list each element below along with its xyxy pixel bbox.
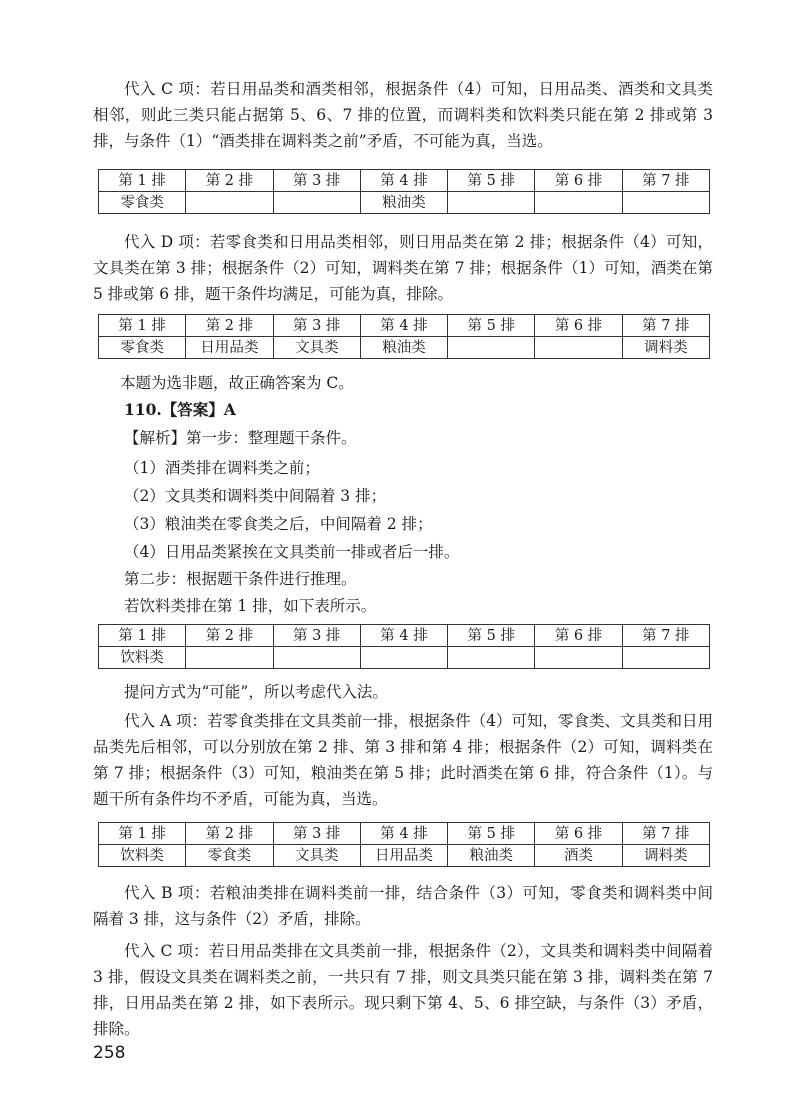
table-cell: 饮料类 bbox=[99, 647, 186, 669]
condition-3: （3）粮油类在零食类之后，中间隔着 2 排； bbox=[124, 515, 433, 533]
header-cell: 第 4 排 bbox=[360, 170, 447, 192]
method-text: 提问方式为“可能”，所以考虑代入法。 bbox=[124, 683, 388, 701]
table-cell bbox=[273, 647, 360, 669]
table-cell bbox=[448, 192, 535, 214]
header-cell: 第 4 排 bbox=[360, 823, 447, 845]
table-cell: 调料类 bbox=[622, 845, 709, 867]
table-option-d bbox=[98, 314, 710, 359]
answer-summary: 本题为选非题，故正确答案为 C。 bbox=[120, 374, 354, 392]
header-cell: 第 1 排 bbox=[99, 170, 186, 192]
table-cell: 粮油类 bbox=[448, 845, 535, 867]
table-cell bbox=[535, 647, 622, 669]
table-cell: 零食类 bbox=[99, 192, 186, 214]
table-cell bbox=[535, 192, 622, 214]
header-cell: 第 7 排 bbox=[622, 315, 709, 337]
header-cell: 第 4 排 bbox=[360, 315, 447, 337]
header-cell: 第 6 排 bbox=[535, 170, 622, 192]
condition-1: （1）酒类排在调料类之前； bbox=[124, 459, 320, 477]
header-cell: 第 7 排 bbox=[622, 170, 709, 192]
table-cell: 饮料类 bbox=[99, 845, 186, 867]
header-cell: 第 5 排 bbox=[448, 315, 535, 337]
table-cell bbox=[448, 337, 535, 359]
analysis-step-one: 【解析】第一步：整理题干条件。 bbox=[124, 429, 357, 447]
table-option-a bbox=[98, 822, 710, 867]
table-header-row bbox=[99, 315, 710, 337]
table-cell: 文具类 bbox=[273, 845, 360, 867]
table-option-c bbox=[98, 169, 710, 214]
header-cell: 第 2 排 bbox=[186, 625, 273, 647]
table-cell: 零食类 bbox=[186, 845, 273, 867]
page-number: 258 bbox=[93, 1043, 126, 1063]
header-cell: 第 4 排 bbox=[360, 625, 447, 647]
table-header-row bbox=[99, 823, 710, 845]
table-cell bbox=[622, 192, 709, 214]
header-cell: 第 1 排 bbox=[99, 823, 186, 845]
assumption-text: 若饮料类排在第 1 排，如下表所示。 bbox=[124, 597, 377, 615]
header-cell: 第 6 排 bbox=[535, 823, 622, 845]
table-cell bbox=[273, 192, 360, 214]
paragraph-option-c-first: 代入 C 项：若日用品类和酒类相邻，根据条件（4）可知，日用品类、酒类和文具类相邻，则此三类只能占据第 5、6、7 排的位置，而调料类和饮料类只能在第 2 排或第 3 排，与条件（1）“酒类排在调料类之前”矛盾，不可能为真，当选。 bbox=[93, 80, 713, 150]
table-cell bbox=[360, 647, 447, 669]
table-cell bbox=[186, 647, 273, 669]
header-cell: 第 7 排 bbox=[622, 823, 709, 845]
paragraph-option-b: 代入 B 项：若粮油类排在调料类前一排，结合条件（3）可知，零食类和调料类中间隔着 3 排，这与条件（2）矛盾，排除。 bbox=[93, 884, 713, 928]
table-assumption bbox=[98, 624, 710, 669]
table-cell: 酒类 bbox=[535, 845, 622, 867]
table-cell: 粮油类 bbox=[360, 192, 447, 214]
table-cell: 文具类 bbox=[273, 337, 360, 359]
header-cell: 第 6 排 bbox=[535, 625, 622, 647]
header-cell: 第 3 排 bbox=[273, 823, 360, 845]
table-cell bbox=[186, 192, 273, 214]
header-cell: 第 7 排 bbox=[622, 625, 709, 647]
condition-2: （2）文具类和调料类中间隔着 3 排； bbox=[124, 487, 387, 505]
table-row bbox=[99, 845, 710, 867]
table-cell bbox=[622, 647, 709, 669]
header-cell: 第 2 排 bbox=[186, 170, 273, 192]
table-header-row bbox=[99, 170, 710, 192]
table-cell: 粮油类 bbox=[360, 337, 447, 359]
table-cell: 日用品类 bbox=[360, 845, 447, 867]
header-cell: 第 3 排 bbox=[273, 625, 360, 647]
header-cell: 第 1 排 bbox=[99, 625, 186, 647]
analysis-step-two: 第二步：根据题干条件进行推理。 bbox=[124, 570, 357, 588]
header-cell: 第 5 排 bbox=[448, 823, 535, 845]
table-cell bbox=[535, 337, 622, 359]
header-cell: 第 5 排 bbox=[448, 170, 535, 192]
table-row bbox=[99, 192, 710, 214]
condition-4: （4）日用品类紧挨在文具类前一排或者后一排。 bbox=[124, 543, 460, 561]
table-cell bbox=[448, 647, 535, 669]
header-cell: 第 1 排 bbox=[99, 315, 186, 337]
table-header-row bbox=[99, 625, 710, 647]
header-cell: 第 3 排 bbox=[273, 170, 360, 192]
paragraph-option-c-second: 代入 C 项：若日用品类排在文具类前一排，根据条件（2），文具类和调料类中间隔着 3 排，假设文具类在调料类之前，一共只有 7 排，则文具类只能在第 3 排，调料类在第 7 排，日用品类在第 2 排，如下表所示。现只剩下第 4、5、6 排空缺，与条件（3）矛盾，排除。 bbox=[93, 942, 713, 1038]
table-cell: 日用品类 bbox=[186, 337, 273, 359]
table-row bbox=[99, 337, 710, 359]
header-cell: 第 2 排 bbox=[186, 823, 273, 845]
answer-heading: 110.【答案】A bbox=[124, 400, 236, 419]
paragraph-option-a: 代入 A 项：若零食类排在文具类前一排，根据条件（4）可知，零食类、文具类和日用品类先后相邻，可以分别放在第 2 排、第 3 排和第 4 排；根据条件（2）可知，调料类在第 7 排；根据条件（3）可知，粮油类在第 5 排；此时酒类在第 6 排，符合条件（1）。与题干所有条件均不矛盾，可能为真，当选。 bbox=[93, 712, 713, 808]
table-row bbox=[99, 647, 710, 669]
header-cell: 第 6 排 bbox=[535, 315, 622, 337]
header-cell: 第 2 排 bbox=[186, 315, 273, 337]
paragraph-option-d: 代入 D 项：若零食类和日用品类相邻，则日用品类在第 2 排；根据条件（4）可知，文具类在第 3 排；根据条件（2）可知，调料类在第 7 排；根据条件（1）可知，酒类在第 5 排或第 6 排，题干条件均满足，可能为真，排除。 bbox=[93, 233, 713, 303]
table-cell: 调料类 bbox=[622, 337, 709, 359]
header-cell: 第 3 排 bbox=[273, 315, 360, 337]
table-cell: 零食类 bbox=[99, 337, 186, 359]
header-cell: 第 5 排 bbox=[448, 625, 535, 647]
